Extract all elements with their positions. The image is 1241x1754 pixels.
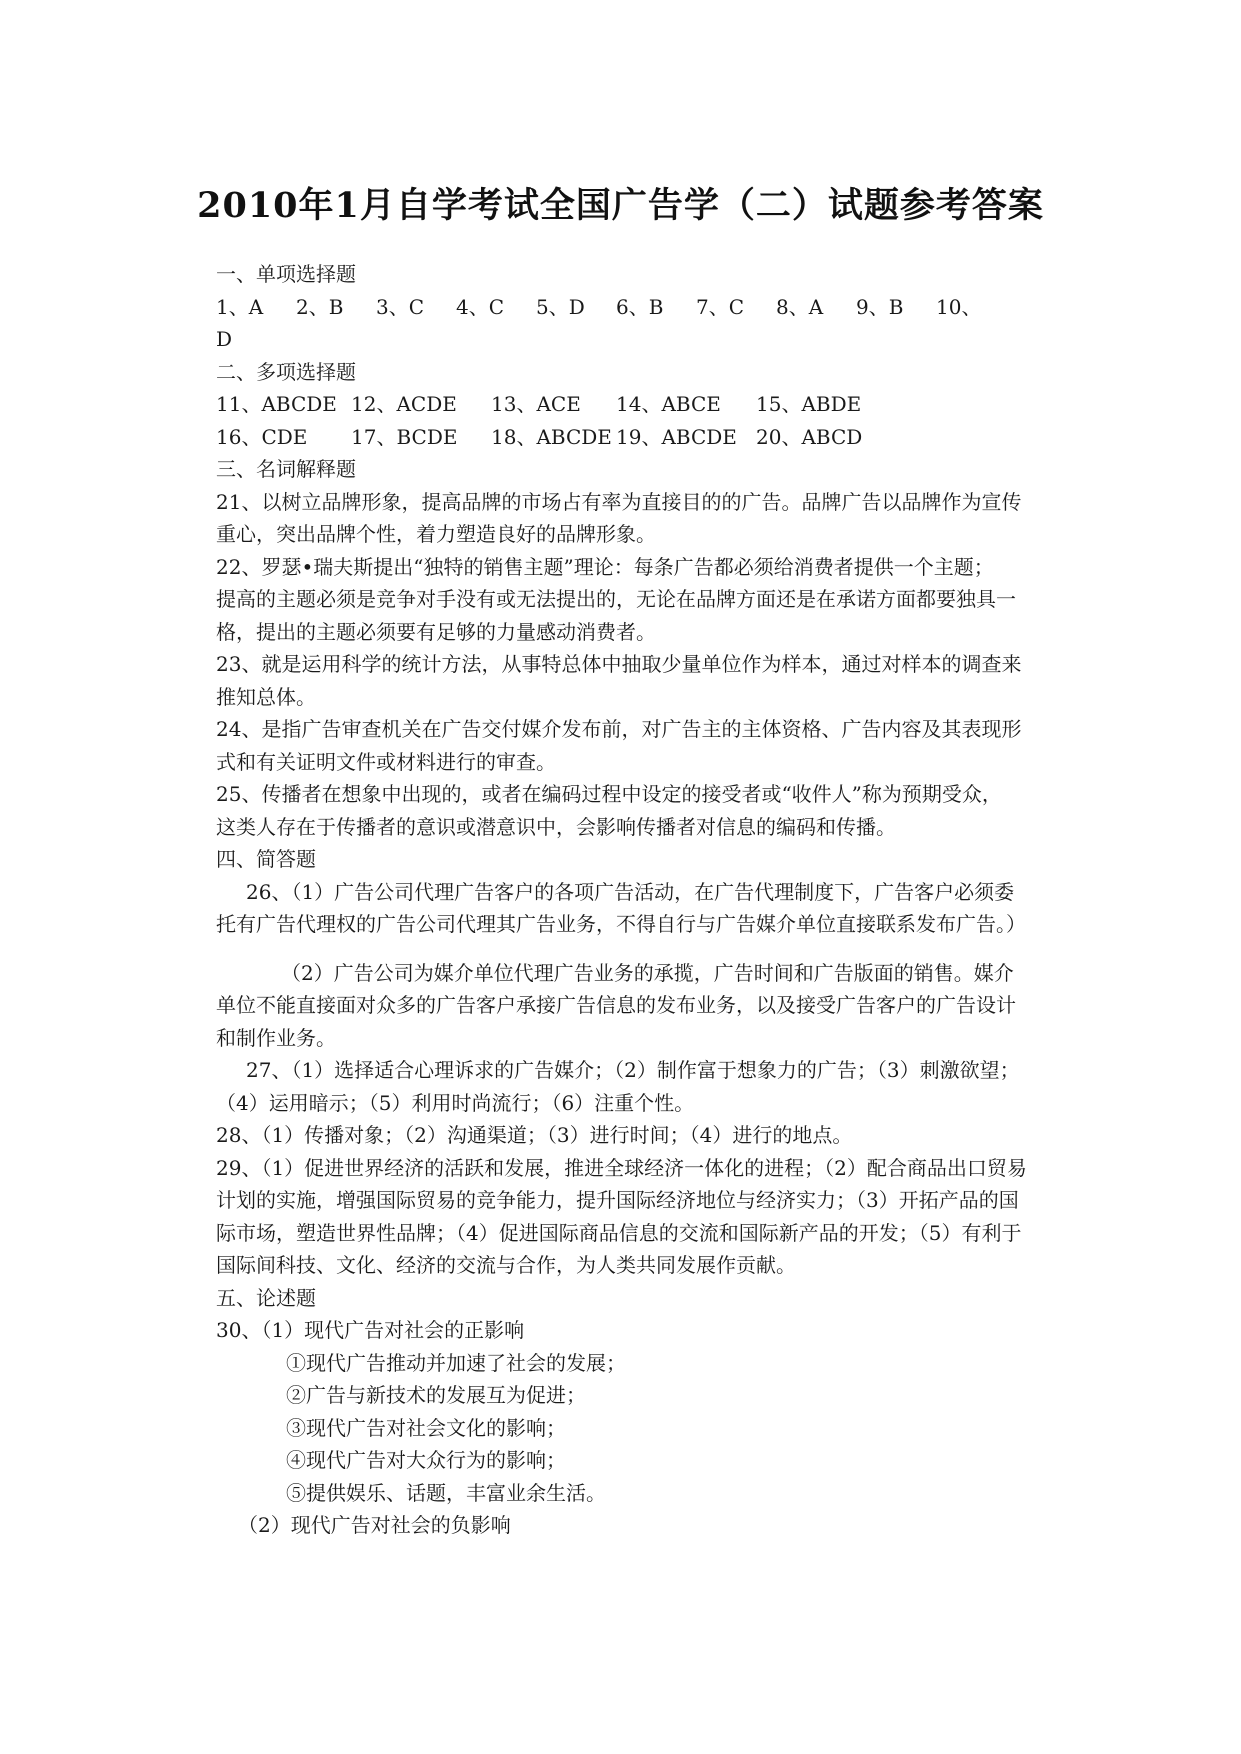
paragraph-line: （2）现代广告对社会的负影响 [238,1513,511,1537]
answer-item: 1、A [216,294,264,319]
paragraph-line: 单位不能直接面对众多的广告客户承接广告信息的发布业务，以及接受广告客户的广告设计 [216,993,1016,1017]
paragraph-line: 24、是指广告审查机关在广告交付媒介发布前，对广告主的主体资格、广告内容及其表现形 [216,717,1022,741]
paragraph-line: 托有广告代理权的广告公司代理其广告业务，不得自行与广告媒介单位直接联系发布广告。） [216,912,1026,936]
paragraph-line: 28、（1）传播对象；（2）沟通渠道；（3）进行时间；（4）进行的地点。 [216,1123,853,1147]
answer-item: 18、ABCDE [491,424,612,449]
paragraph-line: 22、罗瑟•瑞夫斯提出“独特的销售主题”理论：每条广告都必须给消费者提供一个主题； [216,554,994,579]
paragraph-line: 提高的主题必须是竞争对手没有或无法提出的，无论在品牌方面还是在承诺方面都要独具一 [216,587,1016,611]
section-heading-multiple-choice: 二、多项选择题 [216,359,356,384]
multiple-choice-row-1 [216,388,1046,421]
answer-item: 9、B [856,294,904,319]
paragraph-line: 23、就是运用科学的统计方法，从事特总体中抽取少量单位作为样本，通过对样本的调查来 [216,652,1022,676]
answer-item: 13、ACE [491,392,581,416]
section-heading-short-answer: 四、简答题 [216,847,316,871]
single-choice-answers [216,291,1046,324]
paragraph-line: （4）运用暗示；（5）利用时尚流行；（6）注重个性。 [216,1090,695,1115]
paragraph-line: 29、（1）促进世界经济的活跃和发展，推进全球经济一体化的进程；（2）配合商品出口贸易 [216,1155,1027,1180]
answer-item: 19、ABCDE [616,424,737,449]
list-item: ②广告与新技术的发展互为促进； [286,1383,586,1407]
answer-item: 3、C [376,294,425,319]
multiple-choice-row-2 [216,421,1046,454]
section-heading-single-choice: 一、单项选择题 [216,262,356,286]
paragraph-line: 推知总体。 [216,684,316,709]
document-title: 2010年1月自学考试全国广告学（二）试题参考答案 [197,185,1044,226]
paragraph-line: 格，提出的主题必须要有足够的力量感动消费者。 [216,619,656,644]
answer-item: 4、C [456,294,505,319]
paragraph-line: 计划的实施，增强国际贸易的竞争能力，提升国际经济地位与经济实力；（3）开拓产品的国 [216,1188,1019,1212]
paragraph-line: 26、（1）广告公司代理广告客户的各项广告活动，在广告代理制度下，广告客户必须委 [246,879,1015,904]
answer-item: 7、C [696,294,745,319]
paragraph-line: 21、以树立品牌形象，提高品牌的市场占有率为直接目的的广告。品牌广告以品牌作为宣传 [216,489,1022,514]
answer-item: 15、ABDE [756,392,862,416]
answer-wrap: D [216,327,233,351]
paragraph-line: 27、（1）选择适合心理诉求的广告媒介；（2）制作富于想象力的广告；（3）刺激欲望； [246,1058,1020,1082]
section-heading-essay: 五、论述题 [216,1285,316,1310]
answer-item: 11、ABCDE [216,392,337,416]
paragraph-line: 和制作业务。 [216,1025,336,1050]
paragraph-line: 30、（1）现代广告对社会的正影响 [216,1318,525,1342]
list-item: ④现代广告对大众行为的影响； [286,1448,566,1472]
section-heading-term-definitions: 三、名词解释题 [216,457,356,481]
answer-item: 10、 [936,294,982,319]
paragraph-line: 国际间科技、文化、经济的交流与合作，为人类共同发展作贡献。 [216,1253,796,1277]
answer-item: 16、CDE [216,424,308,449]
paragraph-gap [216,941,1046,957]
answer-item: 12、ACDE [351,392,457,416]
list-item: ③现代广告对社会文化的影响； [286,1415,566,1440]
paragraph-line: 际市场，塑造世界性品牌；（4）促进国际商品信息的交流和国际新产品的开发；（5）有利于 [216,1220,1022,1245]
list-item: ①现代广告推动并加速了社会的发展； [286,1350,626,1375]
answer-item: 6、B [616,294,664,319]
document-body [216,258,1046,1542]
paragraph-line: 25、传播者在想象中出现的，或者在编码过程中设定的接受者或“收件人”称为预期受众， [216,782,1002,806]
answer-item: 20、ABCD [756,424,863,449]
paragraph-line: （2）广告公司为媒介单位代理广告业务的承揽，广告时间和广告版面的销售。媒介 [281,960,1014,985]
answer-item: 14、ABCE [616,392,721,416]
answer-item: 5、D [536,294,585,319]
paragraph-line: 重心，突出品牌个性，着力塑造良好的品牌形象。 [216,522,656,546]
paragraph-line: 式和有关证明文件或材料进行的审查。 [216,749,556,774]
answer-item: 17、BCDE [351,424,458,449]
answer-item: 8、A [776,294,824,319]
list-item: ⑤提供娱乐、话题，丰富业余生活。 [286,1480,606,1505]
answer-item: 2、B [296,294,344,319]
paragraph-line: 这类人存在于传播者的意识或潜意识中，会影响传播者对信息的编码和传播。 [216,814,896,839]
